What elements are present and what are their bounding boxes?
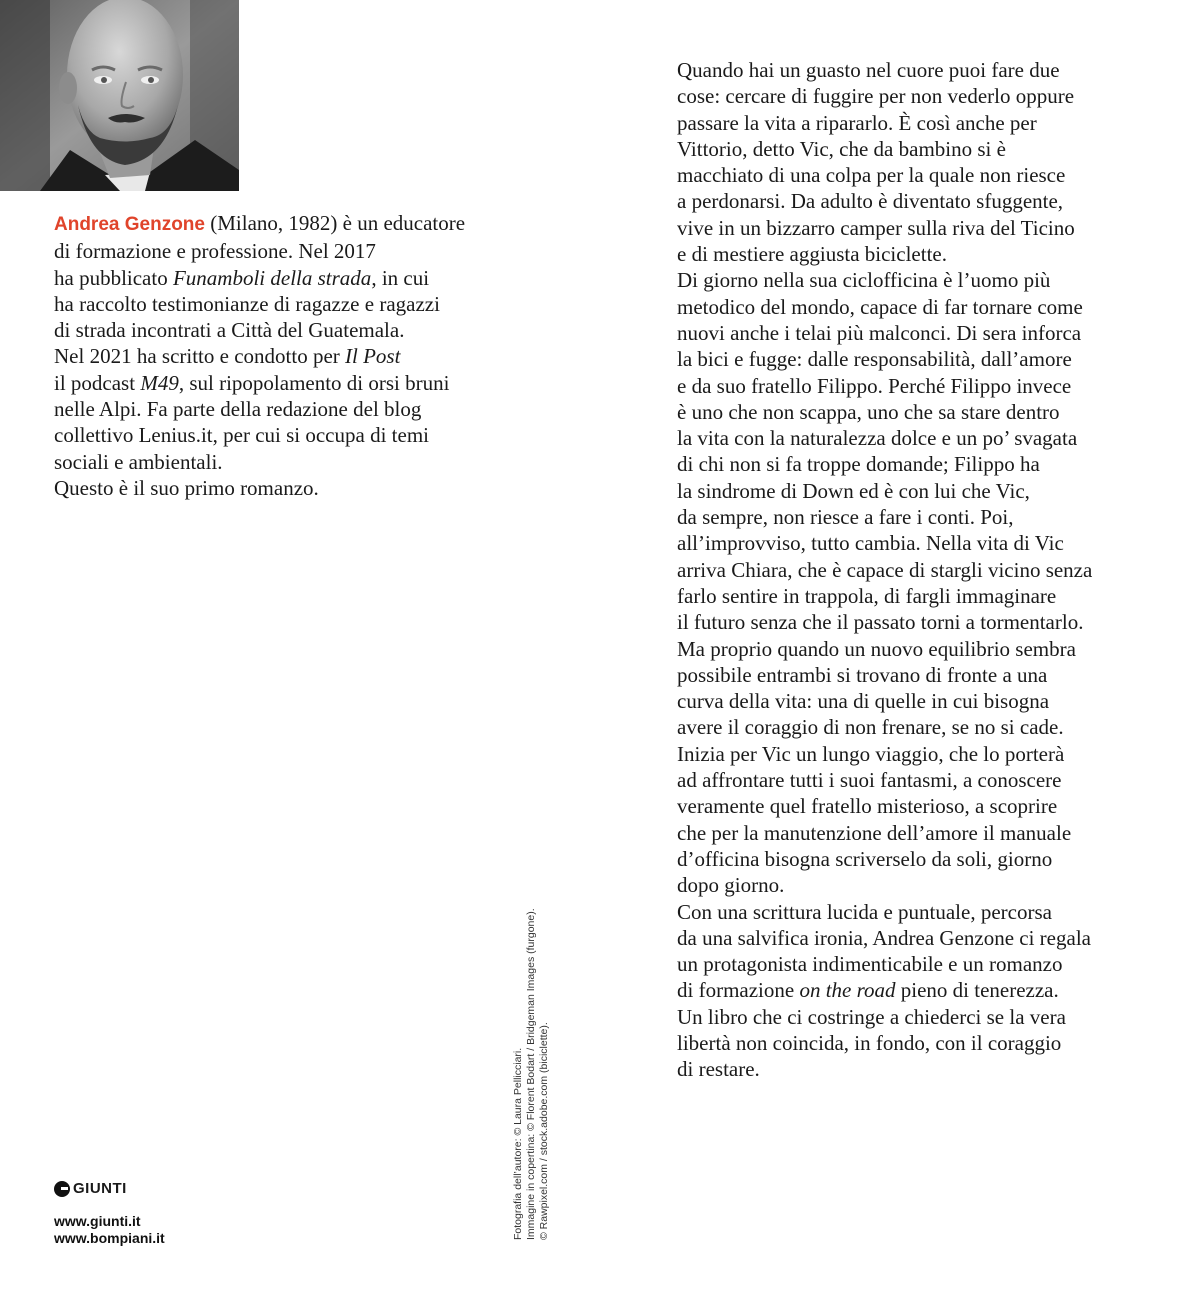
giunti-logo-icon	[54, 1181, 70, 1197]
text-run: d’officina bisogna scriverselo da soli, giorno	[677, 846, 1053, 871]
text-line	[677, 110, 1167, 136]
text-line	[677, 977, 1167, 1003]
text-line	[677, 162, 1167, 188]
text-line	[677, 346, 1167, 372]
text-run: Con una scrittura lucida e puntuale, percorsa	[677, 899, 1052, 924]
text-run: sociali e ambientali.	[54, 449, 223, 474]
text-run: è uno che non scappa, uno che sa stare dentro	[677, 399, 1060, 424]
text-line	[677, 504, 1167, 530]
text-run: e da suo fratello Filippo. Perché Filippo invece	[677, 373, 1072, 398]
text-line	[677, 1056, 1167, 1082]
text-line	[677, 215, 1167, 241]
text-run: di formazione	[677, 978, 800, 1003]
text-run: che per la manutenzione dell’amore il manuale	[677, 820, 1072, 845]
text-run: il futuro senza che il passato torni a tormentarlo.	[677, 610, 1084, 635]
text-run: passare la vita a ripararlo. È così anche per	[677, 110, 1037, 135]
text-run: pieno di tenerezza.	[895, 978, 1059, 1003]
book-blurb	[677, 57, 1167, 1083]
text-line	[677, 583, 1167, 609]
text-line	[54, 343, 524, 369]
text-run: nuovi anche i telai più malconci. Di sera inforca	[677, 320, 1082, 345]
credit-line: © Rawpixel.com / stock.adobe.com (biciclette).	[538, 1022, 550, 1240]
text-run: ha raccolto testimonianze di ragazze e ragazzi	[54, 291, 440, 316]
italic-title: Il Post	[345, 344, 401, 369]
author-photo	[0, 0, 239, 191]
publisher-logo	[54, 1180, 165, 1197]
text-run: Un libro che ci costringe a chiederci se la vera	[677, 1004, 1066, 1029]
text-run: vive in un bizzarro camper sulla riva del Ticino	[677, 215, 1075, 240]
text-line	[677, 872, 1167, 898]
text-line	[677, 793, 1167, 819]
text-run: , sul ripopolamento di orsi bruni	[178, 370, 450, 395]
text-run: dopo giorno.	[677, 873, 785, 898]
text-run: farlo sentire in trappola, di fargli immaginare	[677, 583, 1057, 608]
italic-title: Funamboli della strada	[172, 265, 372, 290]
text-line	[677, 451, 1167, 477]
text-run: all’improvviso, tutto cambia. Nella vita di Vic	[677, 531, 1064, 556]
text-run: (Milano, 1982) è un educatore	[204, 211, 466, 235]
text-line	[677, 767, 1167, 793]
text-line	[677, 267, 1167, 293]
text-line	[677, 57, 1167, 83]
author-bio	[54, 210, 524, 501]
text-line	[677, 188, 1167, 214]
text-line	[677, 1004, 1167, 1030]
italic-title: on the road	[799, 978, 896, 1003]
text-line	[677, 899, 1167, 925]
text-line	[54, 422, 524, 448]
text-line	[677, 636, 1167, 662]
text-line	[677, 320, 1167, 346]
text-line	[54, 475, 524, 501]
text-run: macchiato di una colpa per la quale non riesce	[677, 163, 1066, 188]
text-run: veramente quel fratello misterioso, a scoprire	[677, 794, 1058, 819]
text-line	[677, 609, 1167, 635]
credit-line: Fotografia dell’autore: © Laura Pellicciari.	[512, 1047, 524, 1240]
text-line	[54, 265, 524, 291]
text-line	[677, 1030, 1167, 1056]
text-line	[677, 399, 1167, 425]
text-line	[677, 688, 1167, 714]
text-line	[54, 449, 524, 475]
text-run: arriva Chiara, che è capace di stargli vicino senza	[677, 557, 1093, 582]
text-run: da sempre, non riesce a fare i conti. Poi,	[677, 505, 1014, 530]
text-line	[54, 210, 524, 238]
text-line	[677, 83, 1167, 109]
text-line	[677, 294, 1167, 320]
text-run: di restare.	[677, 1057, 760, 1082]
text-line	[677, 530, 1167, 556]
text-line	[677, 925, 1167, 951]
text-line	[677, 662, 1167, 688]
author-portrait-icon	[0, 0, 239, 191]
text-line	[677, 425, 1167, 451]
text-run: cose: cercare di fuggire per non vederlo oppure	[677, 84, 1075, 109]
text-run: Ma proprio quando un nuovo equilibrio sembra	[677, 636, 1076, 661]
text-line	[54, 291, 524, 317]
text-line	[677, 136, 1167, 162]
text-line	[677, 714, 1167, 740]
publisher-website-link[interactable]: www.bompiani.it	[54, 1230, 165, 1246]
text-run: Inizia per Vic un lungo viaggio, che lo porterà	[677, 741, 1065, 766]
text-line	[54, 396, 524, 422]
author-name: Andrea Genzone	[54, 214, 205, 235]
credit-line: Immagine in copertina: © Florent Bodart / Bridgeman Images (furgone).	[525, 908, 537, 1240]
text-run: collettivo Lenius.it, per cui si occupa di temi	[54, 423, 429, 448]
text-run: avere il coraggio di non frenare, se no si cade.	[677, 715, 1064, 740]
publisher-website-link[interactable]: www.giunti.it	[54, 1213, 141, 1229]
text-run: la vita con la naturalezza dolce e un po’ svagata	[677, 426, 1078, 451]
text-run: un protagonista indimenticabile e un romanzo	[677, 952, 1063, 977]
text-run: di strada incontrati a Città del Guatemala.	[54, 318, 405, 343]
italic-title: M49	[140, 370, 179, 395]
text-line	[677, 820, 1167, 846]
text-run: Di giorno nella sua ciclofficina è l’uomo più	[677, 268, 1051, 293]
text-run: da una salvifica ironia, Andrea Genzone ci regala	[677, 925, 1091, 950]
publisher-logo-text: GIUNTI	[73, 1180, 127, 1197]
text-run: il podcast	[54, 370, 141, 395]
text-line	[677, 478, 1167, 504]
text-run: curva della vita: una di quelle in cui bisogna	[677, 689, 1050, 714]
text-line	[54, 370, 524, 396]
text-line	[54, 317, 524, 343]
text-line	[677, 241, 1167, 267]
text-line	[677, 846, 1167, 872]
text-run: la bici e fugge: dalle responsabilità, dall’amore	[677, 347, 1072, 372]
text-run: a perdonarsi. Da adulto è diventato sfuggente,	[677, 189, 1064, 214]
text-line	[677, 373, 1167, 399]
text-line	[54, 238, 524, 264]
publisher-block	[54, 1180, 165, 1247]
text-line	[677, 741, 1167, 767]
text-run: metodico del mondo, capace di far tornare come	[677, 294, 1083, 319]
text-run: la sindrome di Down ed è con lui che Vic,	[677, 478, 1030, 503]
text-run: Vittorio, detto Vic, che da bambino si è	[677, 136, 1006, 161]
text-run: nelle Alpi. Fa parte della redazione del blog	[54, 397, 422, 422]
text-run: di chi non si fa troppe domande; Filippo ha	[677, 452, 1040, 477]
text-run: libertà non coincida, in fondo, con il coraggio	[677, 1030, 1062, 1055]
text-run: , in cui	[371, 265, 430, 290]
text-run: di formazione e professione. Nel 2017	[54, 239, 376, 264]
text-run: ha pubblicato	[54, 265, 173, 290]
text-run: e di mestiere aggiusta biciclette.	[677, 242, 947, 267]
image-credits	[512, 908, 551, 1240]
text-run: Questo è il suo primo romanzo.	[54, 475, 319, 500]
text-line	[677, 557, 1167, 583]
text-run: Quando hai un guasto nel cuore puoi fare due	[677, 58, 1060, 82]
text-run: Nel 2021 ha scritto e condotto per	[54, 344, 346, 369]
text-run: possibile entrambi si trovano di fronte a una	[677, 662, 1048, 687]
text-run: ad affrontare tutti i suoi fantasmi, a conoscere	[677, 768, 1062, 793]
text-line	[677, 951, 1167, 977]
